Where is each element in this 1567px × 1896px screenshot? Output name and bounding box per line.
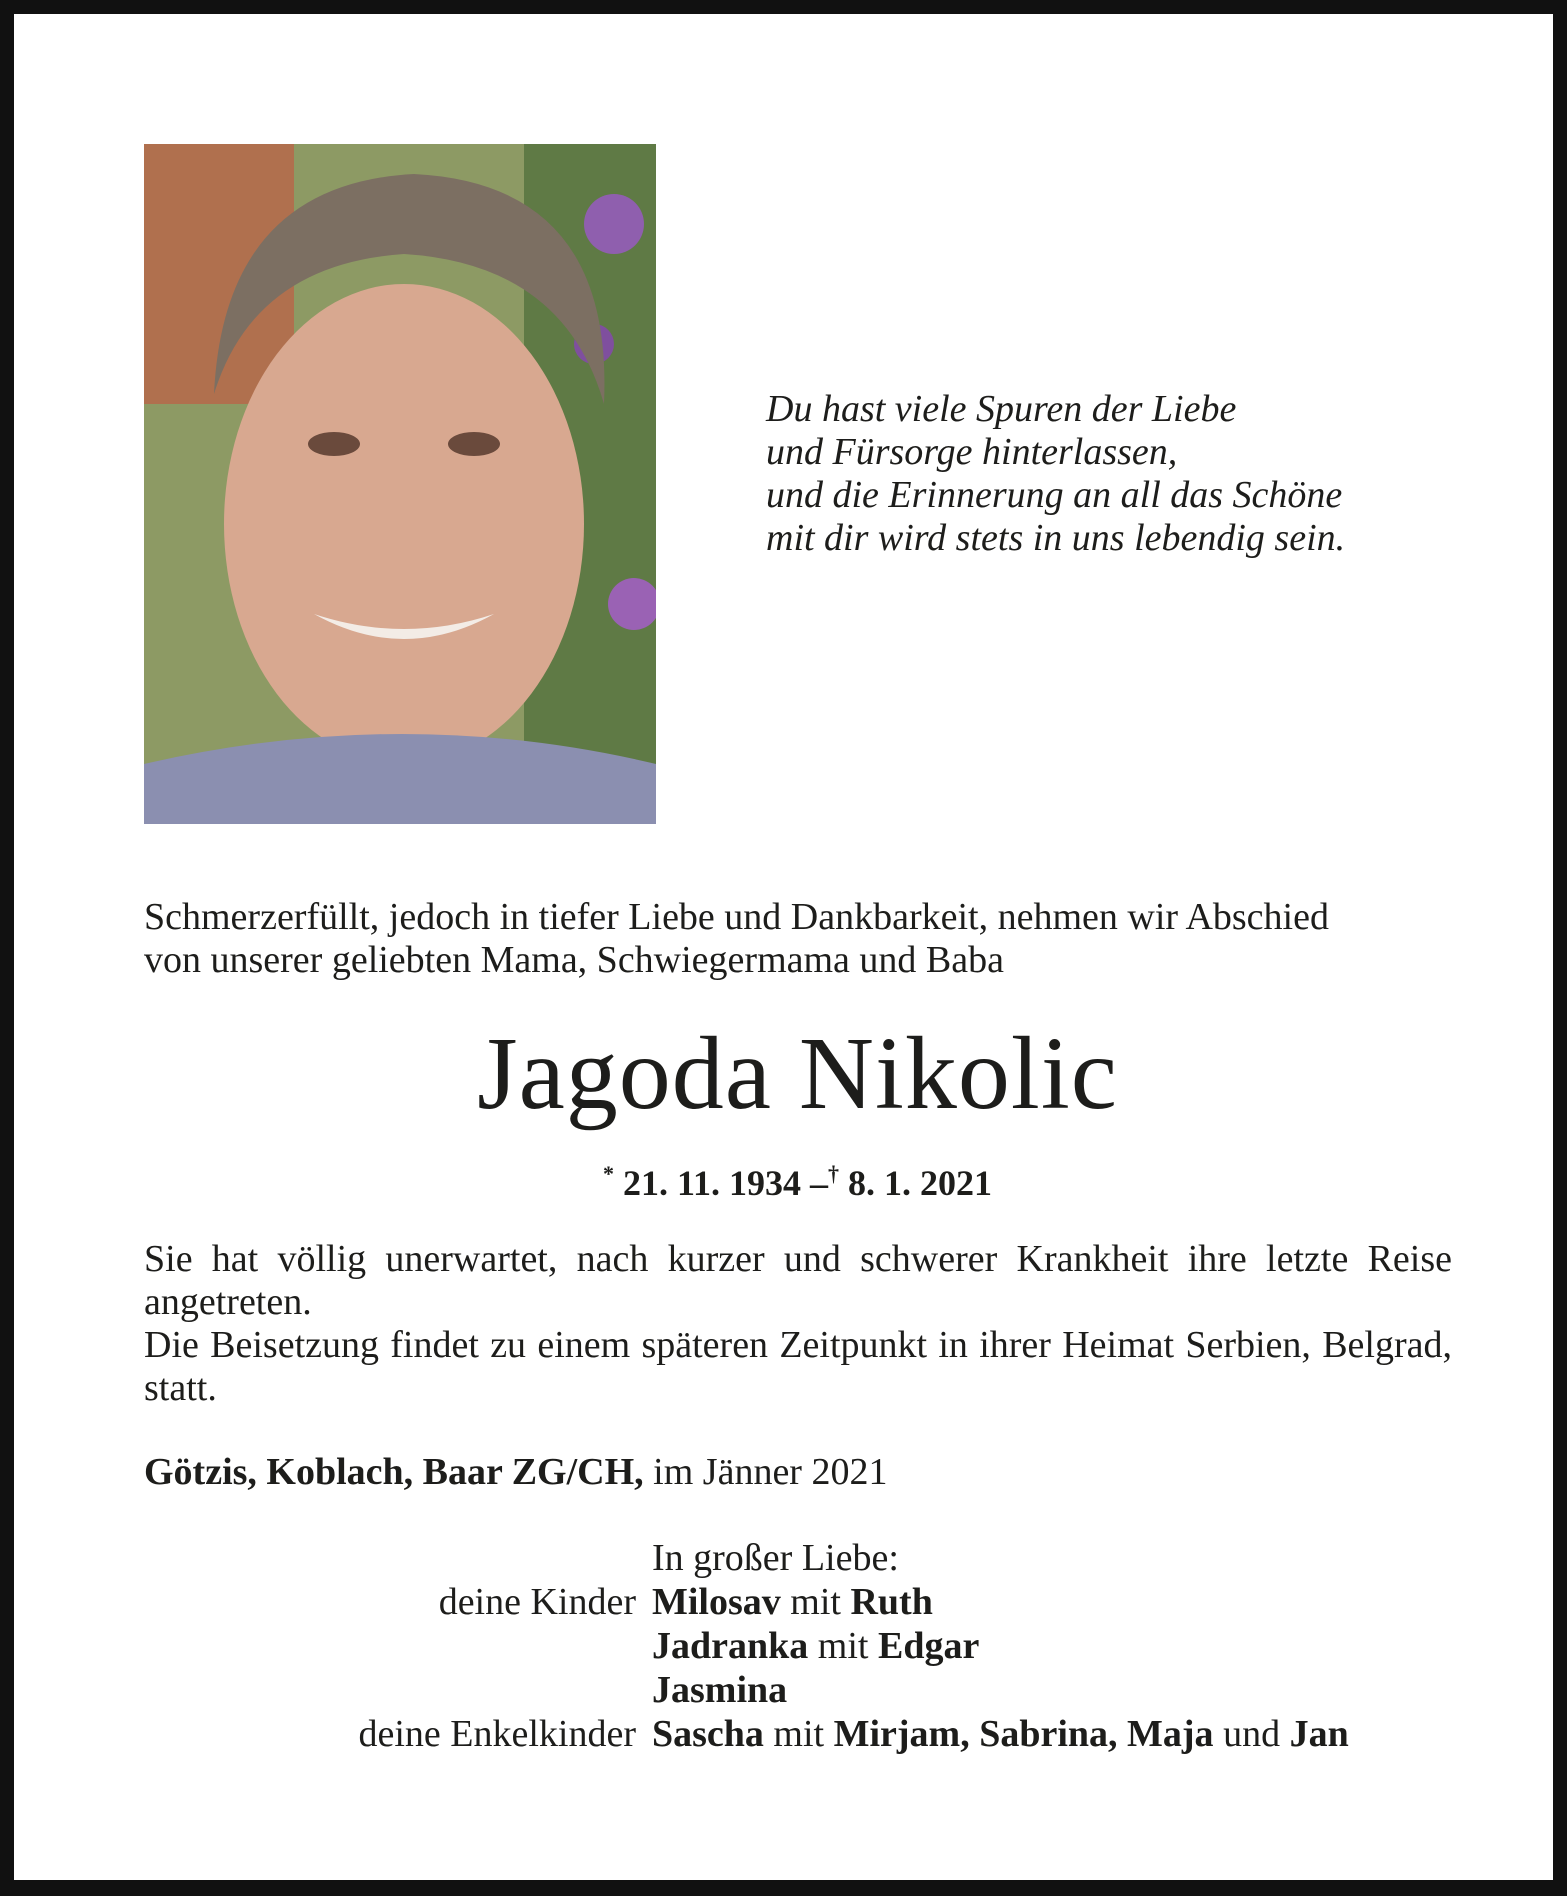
- date-dash: –: [810, 1163, 828, 1203]
- mourner-name: Sascha: [652, 1713, 764, 1755]
- announcement-paragraph: Sie hat völlig unerwartet, nach kurzer und schwerer Krankheit ihre letzte Reise angetreten.: [144, 1238, 1452, 1323]
- portrait-photo: [144, 144, 656, 824]
- mourners-kinder-row: [144, 1580, 1454, 1624]
- place-locations: Götzis, Koblach, Baar ZG/CH,: [144, 1451, 644, 1493]
- quote-line: mit dir wird stets in uns lebendig sein.: [766, 517, 1346, 559]
- mourner-name: Jasmina: [652, 1669, 788, 1711]
- mourners-kinder-row: [144, 1624, 1454, 1668]
- mourners-block: [144, 1536, 1454, 1756]
- mourners-heading-row: [144, 1536, 1454, 1580]
- enkel-label: deine Enkelkinder: [358, 1713, 636, 1755]
- death-symbol: †: [828, 1161, 839, 1186]
- mourners-enkel-row: [144, 1712, 1454, 1756]
- quote-line: und die Erinnerung an all das Schöne: [766, 474, 1343, 516]
- life-dates: [14, 1152, 1567, 1205]
- connector: mit: [808, 1625, 878, 1667]
- connector: mit: [763, 1713, 834, 1755]
- mourners-heading: In großer Liebe:: [652, 1537, 899, 1579]
- announcement-paragraph: Die Beisetzung findet zu einem späteren Zeitpunkt in ihrer Heimat Serbien, Belgrad, statt.: [144, 1324, 1452, 1409]
- place-date: im Jänner 2021: [643, 1451, 888, 1493]
- kinder-label: deine Kinder: [438, 1581, 636, 1623]
- mourners-kinder-row: [144, 1668, 1454, 1712]
- death-date: 8. 1. 2021: [848, 1163, 992, 1203]
- mourner-name: Ruth: [850, 1581, 933, 1623]
- deceased-name: Jagoda Nikolic: [477, 1016, 1118, 1131]
- quote-line: und Fürsorge hinterlassen,: [766, 431, 1178, 473]
- mourner-name: Edgar: [877, 1625, 980, 1667]
- birth-symbol: *: [602, 1161, 614, 1186]
- birth-date: 21. 11. 1934: [622, 1163, 801, 1203]
- portrait-illustration: [144, 144, 656, 824]
- place-and-date: [144, 1450, 887, 1494]
- connector: mit: [780, 1581, 851, 1623]
- memorial-quote: [766, 388, 1466, 560]
- farewell-intro: [144, 896, 1464, 982]
- connector: und: [1213, 1713, 1290, 1755]
- intro-line: Schmerzerfüllt, jedoch in tiefer Liebe und Dankbarkeit, nehmen wir Abschied: [144, 896, 1329, 938]
- mourner-name: Mirjam, Sabrina, Maja: [833, 1713, 1214, 1755]
- mourner-name: Jadranka: [652, 1625, 809, 1667]
- announcement-text: [144, 1238, 1452, 1410]
- intro-line: von unserer geliebten Mama, Schwiegermama und Baba: [144, 939, 1004, 981]
- mourner-name: Jan: [1289, 1713, 1349, 1755]
- mourner-name: Milosav: [652, 1581, 781, 1623]
- quote-line: Du hast viele Spuren der Liebe: [766, 388, 1237, 430]
